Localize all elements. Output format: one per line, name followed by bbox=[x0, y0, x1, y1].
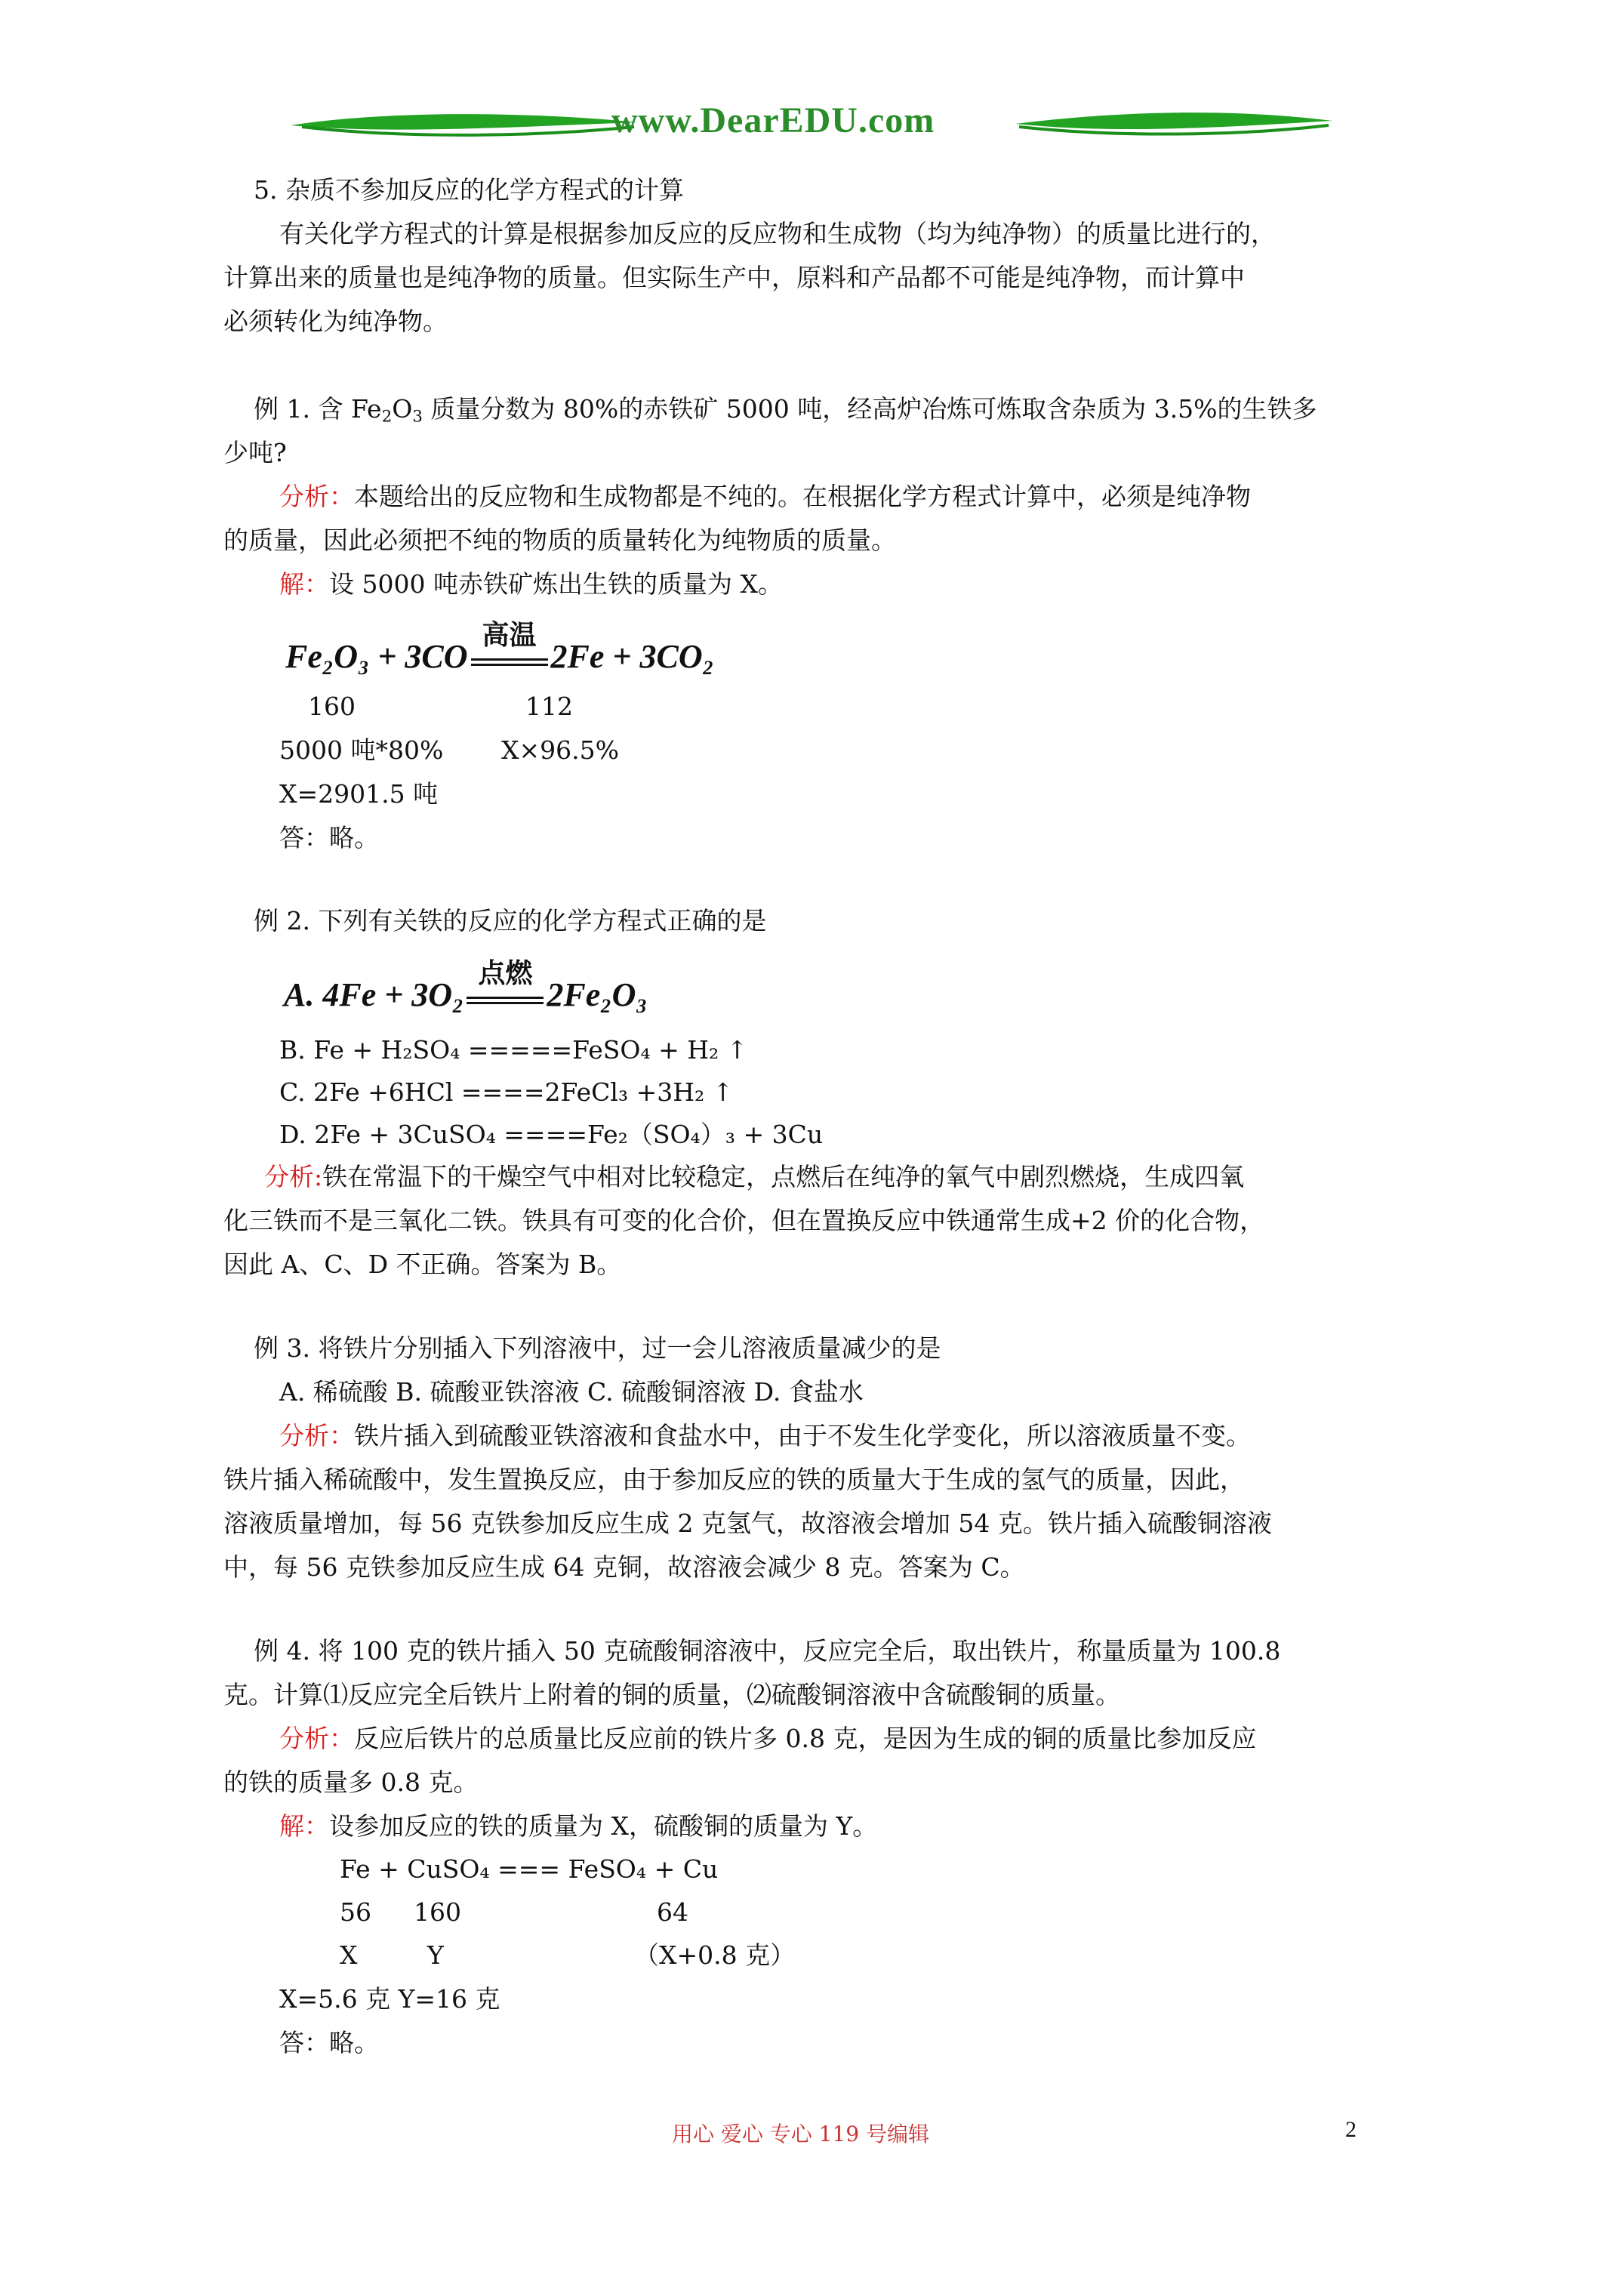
example-4-given-cu: （X+0.8 克） bbox=[634, 1940, 796, 1970]
example-4-answer: 答：略。 bbox=[279, 2028, 379, 2057]
example-2-analysis-line-1: 分析:铁在常温下的干燥空气中相对比较稳定，点燃后在纯净的氧气中剧烈燃烧，生成四氧 bbox=[264, 1162, 1245, 1191]
reaction-arrow bbox=[468, 619, 551, 676]
example-4-result: X=5.6 克 Y=16 克 bbox=[279, 1984, 500, 2014]
example-3-analysis-line-3: 溶液质量增加，每 56 克铁参加反应生成 2 克氢气，故溶液会增加 54 克。铁片插入硫酸铜溶液 bbox=[223, 1509, 1272, 1538]
analysis-label: 分析: bbox=[264, 1162, 323, 1191]
example-2-option-d: D. 2Fe + 3CuSO₄ ====Fe₂（SO₄）₃ + 3Cu bbox=[279, 1120, 824, 1149]
analysis-label: 分析： bbox=[279, 482, 354, 511]
example-4-analysis-line-1: 分析：反应后铁片的总质量比反应前的铁片多 0.8 克，是因为生成的铜的质量比参加反应 bbox=[279, 1724, 1257, 1753]
example-2-option-b: B. Fe + H₂SO₄ =====FeSO₄ + H₂ ↑ bbox=[279, 1035, 748, 1065]
example-1-ratio-b: 112 bbox=[525, 692, 573, 721]
site-url[interactable]: www.DearEDU.com bbox=[611, 100, 935, 140]
example-3-options: A. 稀硫酸 B. 硫酸亚铁溶液 C. 硫酸铜溶液 D. 食盐水 bbox=[279, 1377, 864, 1407]
green-swoosh-left-icon bbox=[287, 104, 642, 149]
reaction-arrow bbox=[463, 957, 547, 1015]
footer-slogan: 用心 爱心 专心 119 号编辑 bbox=[672, 2122, 930, 2147]
example-1-question: 例 1. 含 $Fe_2O_3$ 质量分数为 80%的赤铁矿 5000 吨，经高炉冶炼可炼取含杂质为 3.5%的生铁多 bbox=[254, 394, 1317, 427]
example-3-analysis-line-4: 中，每 56 克铁参加反应生成 64 克铜，故溶液会减少 8 克。答案为 C。 bbox=[223, 1552, 1025, 1582]
header-banner bbox=[287, 89, 1344, 157]
example-1-solve: 解：设 5000 吨赤铁矿炼出生铁的质量为 X。 bbox=[279, 569, 783, 599]
example-4-analysis-line-2: 的铁的质量多 0.8 克。 bbox=[223, 1767, 479, 1797]
example-1-ratio-a: 160 bbox=[308, 692, 356, 721]
example-3-analysis-line-1: 分析：铁片插入到硫酸亚铁溶液和食盐水中，由于不发生化学变化，所以溶液质量不变。 bbox=[279, 1421, 1251, 1450]
example-1-given-b: X×96.5% bbox=[501, 735, 619, 765]
example-1-answer: 答：略。 bbox=[279, 823, 379, 852]
solve-label: 解： bbox=[279, 1811, 329, 1841]
example-4-question-line-2: 克。计算⑴反应完全后铁片上附着的铜的质量，⑵硫酸铜溶液中含硫酸铜的质量。 bbox=[223, 1680, 1120, 1709]
example-1-equation: Fe₂O₃ + 3CO 高温 2Fe + 3CO₂ bbox=[285, 634, 714, 680]
intro-line-2: 计算出来的质量也是纯净物的质量。但实际生产中，原料和产品都不可能是纯净物，而计算中 bbox=[223, 263, 1245, 292]
analysis-label: 分析： bbox=[279, 1421, 354, 1450]
example-4-equation: Fe + CuSO₄ === FeSO₄ + Cu bbox=[340, 1854, 719, 1884]
solve-label: 解： bbox=[279, 569, 329, 599]
example-3-question: 例 3. 将铁片分别插入下列溶液中，过一会儿溶液质量减少的是 bbox=[254, 1333, 941, 1363]
example-1-analysis-line-1: 分析：本题给出的反应物和生成物都是不纯的。在根据化学方程式计算中，必须是纯净物 bbox=[279, 482, 1251, 511]
example-4-ratio-cuso4: 160 bbox=[414, 1897, 461, 1927]
example-1-question-line-2: 少吨? bbox=[223, 438, 287, 467]
example-4-ratio-cu: 64 bbox=[657, 1897, 688, 1927]
example-2-analysis-line-3: 因此 A、C、D 不正确。答案为 B。 bbox=[223, 1250, 622, 1279]
example-4-question-line-1: 例 4. 将 100 克的铁片插入 50 克硫酸铜溶液中，反应完全后，取出铁片，称量质量为 100.8 bbox=[254, 1636, 1281, 1666]
example-3-analysis-line-2: 铁片插入稀硫酸中，发生置换反应，由于参加反应的铁的质量大于生成的氢气的质量，因此， bbox=[223, 1465, 1245, 1494]
example-2-option-a: A. 4Fe + 3O₂ 点燃 2Fe₂O₃ bbox=[284, 972, 648, 1018]
page-number: 2 bbox=[1345, 2117, 1357, 2142]
reaction-condition: 点燃 bbox=[478, 957, 533, 989]
example-2-question: 例 2. 下列有关铁的反应的化学方程式正确的是 bbox=[254, 906, 767, 935]
reaction-condition: 高温 bbox=[482, 619, 537, 651]
analysis-label: 分析： bbox=[279, 1724, 354, 1753]
example-1-given-a: 5000 吨*80% bbox=[279, 735, 444, 765]
example-4-ratio-fe: 56 bbox=[340, 1897, 371, 1927]
section-title: 5. 杂质不参加反应的化学方程式的计算 bbox=[254, 175, 684, 205]
green-swoosh-right-icon bbox=[1012, 104, 1336, 149]
example-1-result: X=2901.5 吨 bbox=[279, 779, 439, 809]
intro-line-3: 必须转化为纯净物。 bbox=[223, 307, 448, 336]
example-4-given-x: X bbox=[340, 1940, 358, 1970]
example-4-given-y: Y bbox=[427, 1940, 444, 1970]
example-4-solve: 解：设参加反应的铁的质量为 X，硫酸铜的质量为 Y。 bbox=[279, 1811, 878, 1841]
example-2-analysis-line-2: 化三铁而不是三氧化二铁。铁具有可变的化合价，但在置换反应中铁通常生成+2 价的化合物， bbox=[223, 1206, 1265, 1235]
intro-line-1: 有关化学方程式的计算是根据参加反应的反应物和生成物（均为纯净物）的质量比进行的， bbox=[279, 219, 1276, 248]
example-1-analysis-line-2: 的质量，因此必须把不纯的物质的质量转化为纯物质的质量。 bbox=[223, 525, 896, 555]
example-2-option-c: C. 2Fe +6HCl ====2FeCl₃ +3H₂ ↑ bbox=[279, 1077, 734, 1107]
